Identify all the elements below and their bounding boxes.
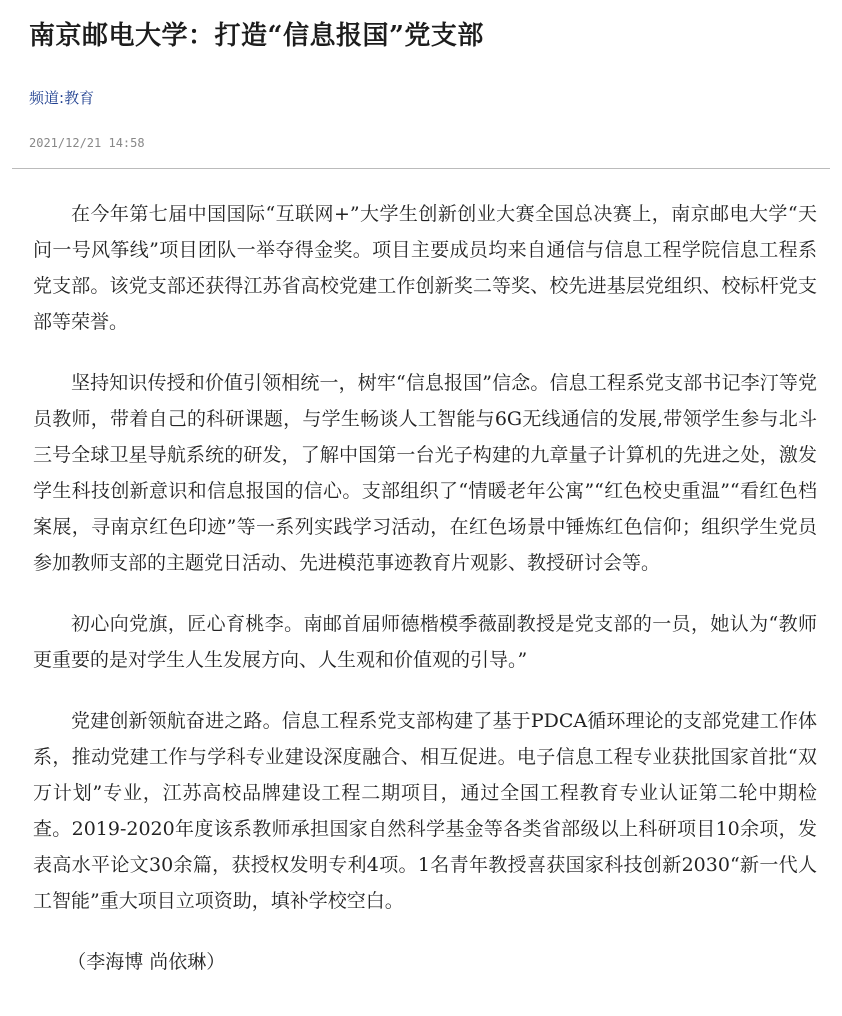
header-divider: [12, 168, 830, 169]
paragraph-4: 党建创新领航奋进之路。信息工程系党支部构建了基于PDCA循环理论的支部党建工作体系，推动党建工作与学科专业建设深度融合、相互促进。电子信息工程专业获批国家首批“双万计划”专业，江苏高校品牌建设工程二期项目，通过全国工程教育专业认证第二轮中期检查。2019-2020年度该系教师承担国家自然科学基金等各类省部级以上科研项目10余项，发表高水平论文30余篇，获授权发明专利4项。1名青年教授喜获国家科技创新2030“新一代人工智能”重大项目立项资助，填补学校空白。: [33, 710, 817, 912]
channel-link[interactable]: 教育: [64, 89, 95, 107]
publish-datetime: 2021/12/21 14:58: [29, 136, 145, 150]
paragraph-2: 坚持知识传授和价值引领相统一，树牢“信息报国”信念。信息工程系党支部书记李汀等党员教师，带着自己的科研课题，与学生畅谈人工智能与6G无线通信的发展,带领学生参与北斗三号全球卫星导航系统的研发，了解中国第一台光子构建的九章量子计算机的先进之处，激发学生科技创新意识和信息报国的信心。支部组织了“情暖老年公寓”“红色校史重温”“看红色档案展，寻南京红色印迹”等一系列实践学习活动，在红色场景中锤炼红色信仰；组织学生党员参加教师支部的主题党日活动、先进模范事迹教育片观影、教授研讨会等。: [33, 372, 817, 574]
article-title: 南京邮电大学：打造“信息报国”党支部: [29, 21, 484, 51]
paragraph-1: 在今年第七届中国国际“互联网+”大学生创新创业大赛全国总决赛上，南京邮电大学“天问一号风筝线”项目团队一举夺得金奖。项目主要成员均来自通信与信息工程学院信息工程系党支部。该党支部还获得江苏省高校党建工作创新奖二等奖、校先进基层党组织、校标杆党支部等荣誉。: [33, 203, 817, 333]
article-body: [33, 196, 817, 1005]
article-author: （李海博 尚依琳）: [67, 951, 226, 973]
channel-label: 频道:: [29, 89, 65, 107]
paragraph-3: 初心向党旗，匠心育桃李。南邮首届师德楷模季薇副教授是党支部的一员，她认为“教师更重要的是对学生人生发展方向、人生观和价值观的引导。”: [33, 613, 817, 671]
channel-info: [29, 86, 94, 110]
